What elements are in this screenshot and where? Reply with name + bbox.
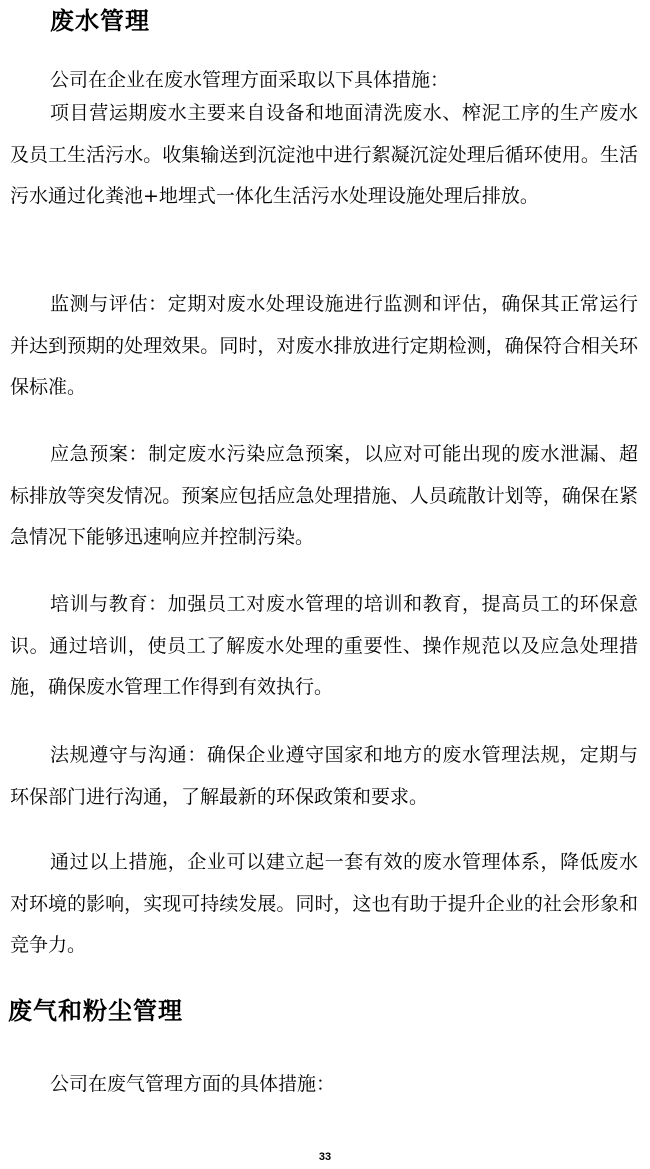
paragraph-compliance: 法规遵守与沟通：确保企业遵守国家和地方的废水管理法规，定期与环保部门进行沟通，了解最新的环保政策和要求。 xyxy=(10,744,638,808)
paragraph-monitoring: 监测与评估：定期对废水处理设施进行监测和评估，确保其正常运行并达到预期的处理效果。同时，对废水排放进行定期检测，确保符合相关环保标准。 xyxy=(10,293,638,398)
paragraph-wastewater-sources: 项目营运期废水主要来自设备和地面清洗废水、榨泥工序的生产废水及员工生活污水。收集输送到沉淀池中进行絮凝沉淀处理后循环使用。生活污水通过化粪池+地埋式一体化生活污水处理设施处理后排放。 xyxy=(10,102,638,207)
paragraph-air-intro: 公司在废气管理方面的具体措施： xyxy=(50,1073,336,1095)
paragraph-training: 培训与教育：加强员工对废水管理的培训和教育，提高员工的环保意识。通过培训，使员工了解废水处理的重要性、操作规范以及应急处理措施，确保废水管理工作得到有效执行。 xyxy=(10,593,638,698)
paragraph-intro: 公司在企业在废水管理方面采取以下具体措施： xyxy=(50,69,450,91)
paragraph-emergency-plan: 应急预案：制定废水污染应急预案，以应对可能出现的废水泄漏、超标排放等突发情况。预案应包括应急处理措施、人员疏散计划等，确保在紧急情况下能够迅速响应并控制污染。 xyxy=(10,443,638,548)
paragraph-conclusion: 通过以上措施，企业可以建立起一套有效的废水管理体系，降低废水对环境的影响，实现可持续发展。同时，这也有助于提升企业的社会形象和竞争力。 xyxy=(10,851,638,956)
section-heading-wastewater: 废水管理 xyxy=(50,7,150,35)
page-number: 33 xyxy=(318,1151,332,1163)
section-heading-air-dust: 废气和粉尘管理 xyxy=(8,997,183,1025)
